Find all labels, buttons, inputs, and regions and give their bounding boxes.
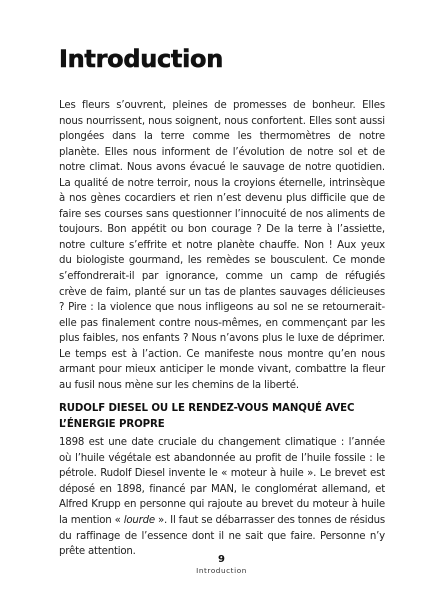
- section-paragraph: [59, 435, 385, 560]
- running-footer-title: Introduction: [196, 566, 247, 575]
- chapter-title: Introduction: [59, 45, 223, 73]
- intro-paragraph: Les fleurs s’ouvrent, pleines de promesses de bonheur. Elles nous nourrissent, nous soignent, nous confortent. Elles sont aussi plongées dans la terre comme les thermomètres de notre planète. Elles nous informent de l’évolution de notre sol et de notre climat. Nous avons évacué le sauvage de notre quotidien. La qualité de notre terroir, nous la croyions éternelle, intrinsèque à nos gènes cocardiers et rien n’est devenu plus difficile que de faire ses courses sans questionner l’innocuité de nos aliments de toujours. Bon appétit ou bon courage ? De la terre à l’assiette, notre culture s’effrite et notre planète chauffe. Non ! Aux yeux du biologiste gourmand, les remèdes se bousculent. Ce monde s’effondrerait-il par ignorance, comme un camp de réfugiés crève de faim, planté sur un tas de plantes sauvages délicieuses ? Pire : la violence que nous infligeons au sol ne se retournerait-elle pas finalement contre nous-mêmes, en commençant par les plus faibles, nos enfants ? Nous n’avons plus le luxe de déprimer. Le temps est à l’action. Ce manifeste nous montre qu’en nous armant pour mieux anticiper le monde vivant, combattre la fleur au fusil nous mène sur les chemins de la liberté.: [59, 100, 385, 391]
- section-paragraph-italic-word: lourde: [123, 514, 155, 526]
- page-number: 9: [218, 554, 225, 565]
- section-paragraph-text-start: 1898 est une date cruciale du changement climatique : l’année où l’huile végétale est abandonnée au profit de l’huile fossile : le pétrole. Rudolf Diesel invente le « moteur à huile ». Le brevet est déposé en 1898, financé par MAN, le conglomérat allemand, et Alfred Krupp en personne qui rajoute au brevet du moteur à huile la mention «: [59, 437, 385, 526]
- section-paragraph-text-end: ». Il faut se débarrasser des tonnes de résidus du raffinage de l’essence dont il ne sait que faire. Personne n’y prête attention.: [59, 514, 385, 558]
- section-heading: RUDOLF DIESEL OU LE RENDEZ-VOUS MANQUÉ AVEC L’ÉNERGIE PROPRE: [59, 403, 355, 430]
